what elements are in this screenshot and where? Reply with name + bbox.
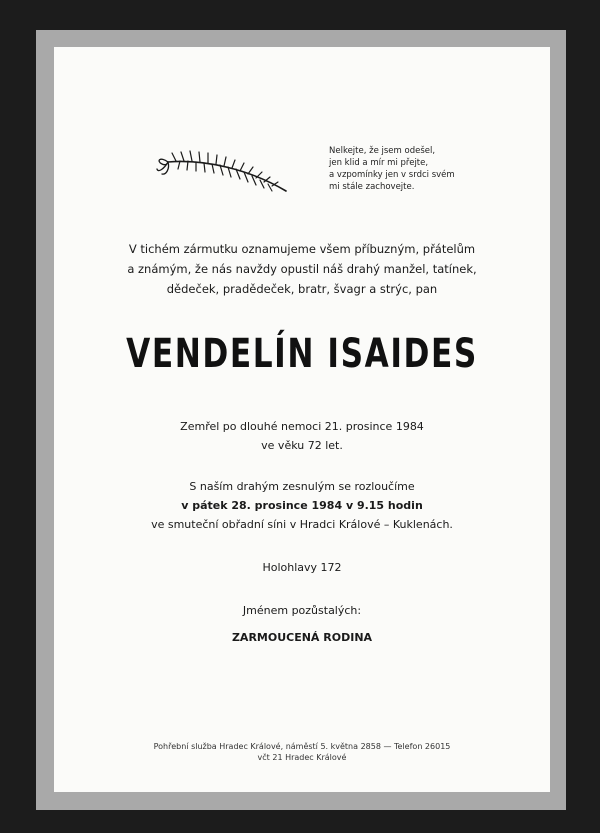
verse-line: Nelkejte, že jsem odešel, [329, 146, 436, 156]
funeral-service-footer [54, 741, 550, 763]
announcement-line: a známým, že nás navždy opustil náš drahý manžel, tatínek, [127, 262, 477, 276]
announcement-line: dědeček, pradědeček, bratr, švagr a strýc, pan [166, 282, 438, 296]
funeral-info [54, 477, 550, 534]
obituary-notice [54, 47, 550, 792]
funeral-venue: ve smuteční obřadní síni v Hradci Králové – Kuklenách. [151, 518, 453, 531]
palm-branch-icon [154, 147, 290, 197]
address: Holohlavy 172 [262, 561, 342, 574]
verse-line: a vzpomínky jen v srdci svém [329, 170, 455, 180]
memorial-verse [329, 145, 529, 193]
verse-line: mi stále zachovejte. [329, 182, 415, 192]
funeral-datetime: v pátek 28. prosince 1984 v 9.15 hodin [181, 499, 423, 512]
death-date-line: Zemřel po dlouhé nemoci 21. prosince 1984 [180, 420, 424, 433]
age-line: ve věku 72 let. [261, 439, 343, 452]
deceased-name: VENDELÍN ISAIDES [126, 331, 478, 377]
family-signature: ZARMOUCENÁ RODINA [231, 631, 373, 644]
announcement-line: V tichém zármutku oznamujeme všem příbuzným, přátelům [128, 242, 476, 256]
death-info [54, 417, 550, 455]
verse-line: jen klid a mír mi přejte, [329, 158, 429, 168]
on-behalf-of [54, 601, 550, 647]
footer-line: včt 21 Hradec Králové [257, 753, 347, 762]
behalf-label: Jménem pozůstalých: [242, 604, 362, 617]
footer-line: Pohřební služba Hradec Králové, náměstí 5. května 2858 — Telefon 26015 [153, 742, 451, 751]
farewell-line: S naším drahým zesnulým se rozloučíme [189, 480, 415, 493]
announcement-text [54, 239, 550, 299]
